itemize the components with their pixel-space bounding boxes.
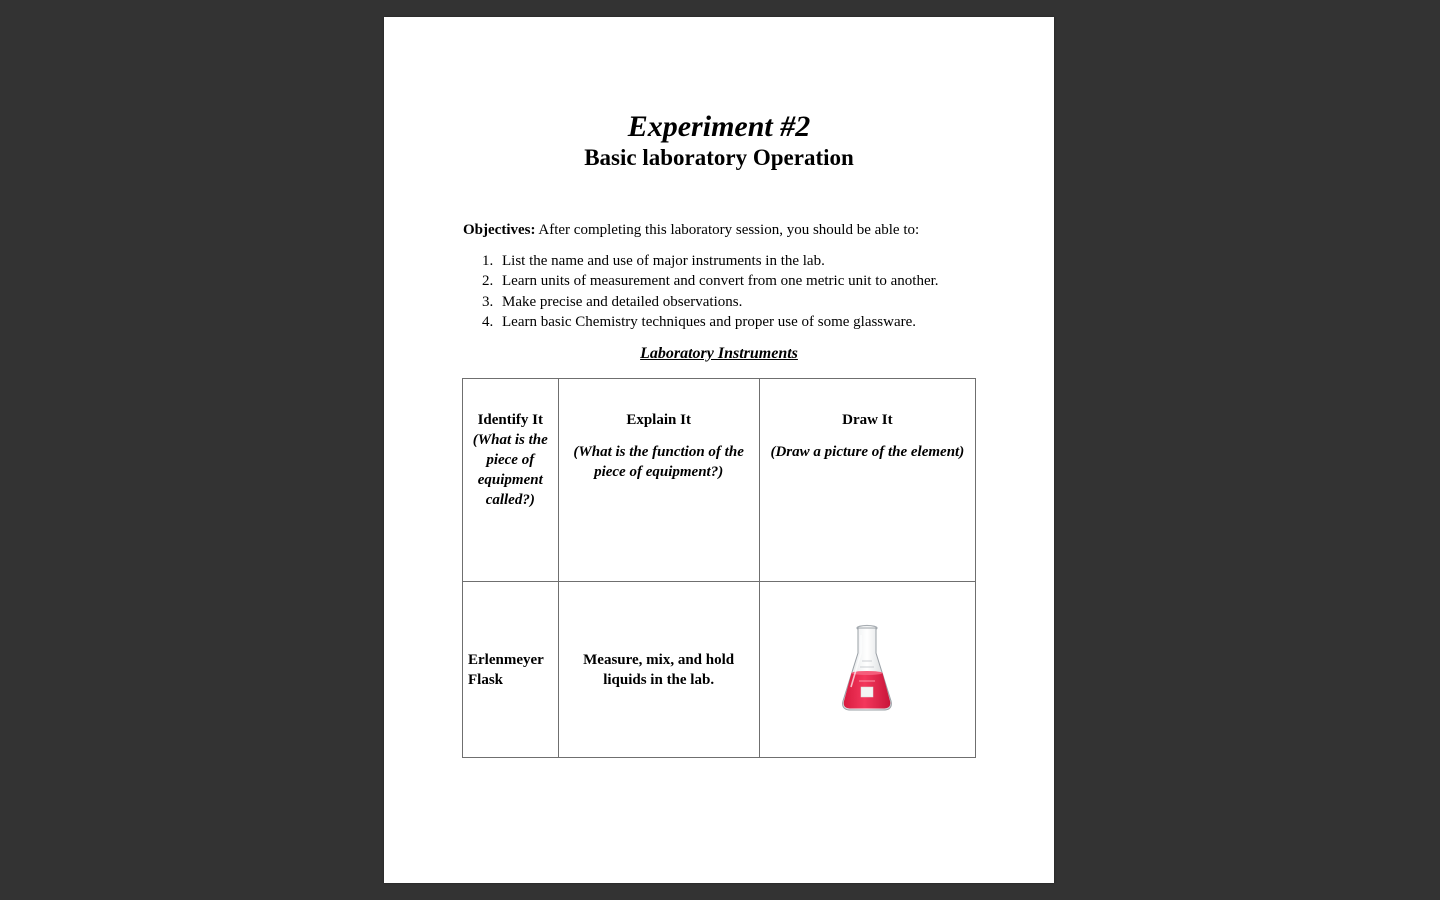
equipment-drawing	[759, 582, 975, 758]
erlenmeyer-flask-icon	[837, 623, 897, 715]
list-item-text: Learn units of measurement and convert from one metric unit to another.	[502, 273, 939, 290]
document-title: Experiment #2	[627, 110, 811, 143]
instruments-table	[462, 378, 976, 758]
header-sub: (Draw a picture of the element)	[770, 444, 965, 460]
list-item-text: List the name and use of major instruments in the lab.	[502, 253, 825, 269]
objectives-paragraph	[463, 220, 919, 240]
list-item-number: 3.	[482, 293, 494, 310]
objectives-list	[482, 251, 939, 332]
table-header-row	[463, 379, 976, 582]
list-item	[482, 292, 939, 312]
header-identify	[463, 379, 559, 582]
header-label: Draw It	[842, 412, 893, 428]
document-page	[384, 17, 1054, 883]
table-row	[463, 582, 976, 758]
list-item	[482, 312, 939, 332]
equipment-description: Measure, mix, and hold liquids in the lab.	[558, 582, 759, 758]
header-draw	[759, 379, 975, 582]
header-label: Identify It	[477, 412, 543, 428]
header-label: Explain It	[626, 412, 691, 428]
document-subtitle: Basic laboratory Operation	[584, 145, 854, 170]
list-item-text: Make precise and detailed observations.	[502, 293, 743, 310]
header-sub: (What is the piece of equipment called?)	[472, 432, 548, 508]
equipment-name: Erlenmeyer Flask	[463, 582, 559, 758]
list-item	[482, 271, 939, 291]
list-item-number: 1.	[482, 253, 494, 269]
list-item	[482, 251, 939, 271]
list-item-text: Learn basic Chemistry techniques and proper use of some glassware.	[502, 313, 917, 330]
list-item-number: 4.	[482, 313, 494, 330]
section-heading: Laboratory Instruments	[640, 345, 798, 362]
objectives-label: Objectives:	[463, 222, 536, 238]
header-explain	[558, 379, 759, 582]
header-sub: (What is the function of the piece of equipment?)	[573, 444, 744, 480]
objectives-intro: After completing this laboratory session, you should be able to:	[535, 222, 920, 238]
list-item-number: 2.	[482, 273, 494, 290]
